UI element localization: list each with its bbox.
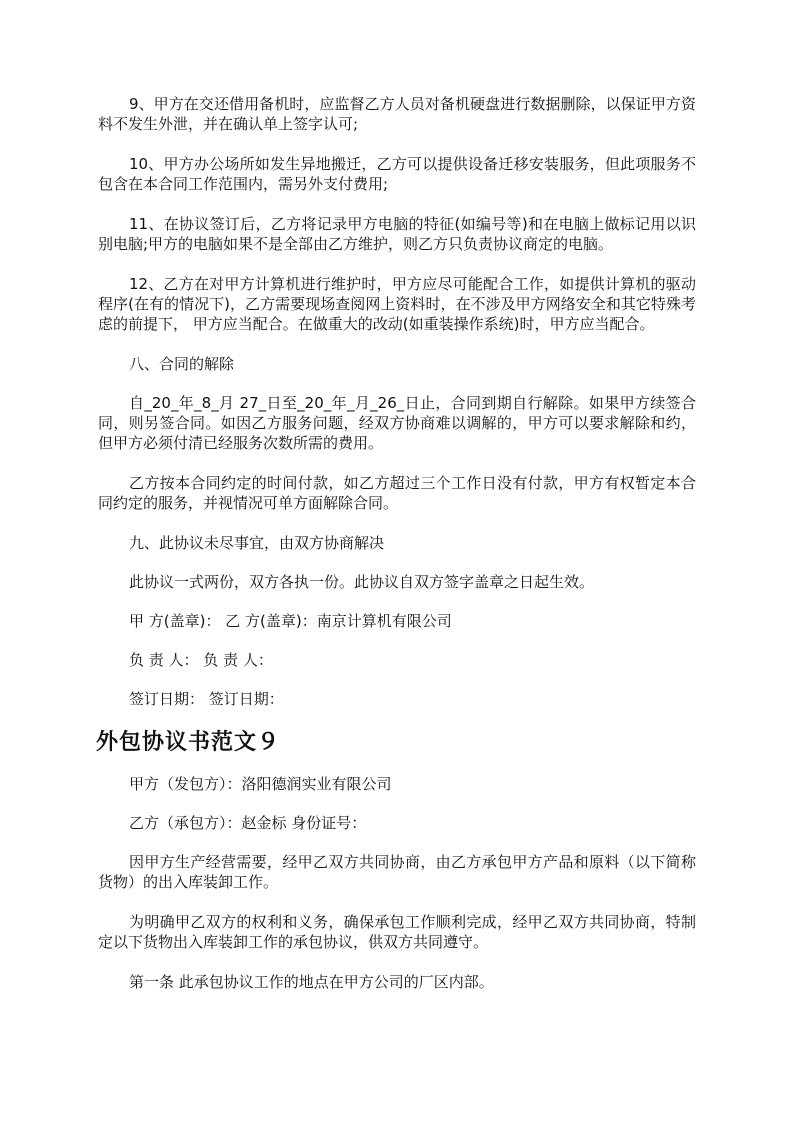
section-9-title: 九、此协议未尽事宜，由双方协商解决 — [129, 534, 385, 552]
clause-9: 9、甲方在交还借用备机时，应监督乙方人员对备机硬盘进行数据删除，以保证甲方资料不发生外泄，并在确认单上签字认可; — [98, 95, 696, 133]
party-b-line: 乙方（承包方）：赵金标 身份证号： — [129, 814, 367, 832]
termination-paragraph: 自_20_年_8_月 27_日至_20_年_月_26_日止，合同到期自行解除。如果甲方续签合同，则另签合同。如因乙方服务问题，经双方协商难以调解的，甲方可以要求解除和约，但甲方必须付清已经服务次数所需的费用。 — [98, 394, 696, 452]
agreement-paragraph: 为明确甲乙双方的权利和义务，确保承包工作顺利完成，经甲乙双方共同协商，特制定以下货物出入库装卸工作的承包协议，供双方共同遵守。 — [98, 913, 696, 951]
clause-11: 11、在协议签订后，乙方将记录甲方电脑的特征(如编号等)和在电脑上做标记用以识别电脑;甲方的电脑如果不是全部由乙方维护，则乙方只负责协议商定的电脑。 — [98, 215, 696, 253]
clause-10: 10、甲方办公场所如发生异地搬迁，乙方可以提供设备迁移安装服务，但此项服务不包含在本合同工作范围内，需另外支付费用; — [98, 155, 696, 193]
copies-paragraph: 此协议一式两份，双方各执一份。此协议自双方签字盖章之日起生效。 — [129, 573, 595, 591]
section-8-title: 八、合同的解除 — [129, 355, 235, 373]
party-a-line: 甲方（发包方）：洛阳德润实业有限公司 — [129, 775, 392, 793]
purpose-paragraph: 因甲方生产经营需要，经甲乙双方共同协商，由乙方承包甲方产品和原料（以下简称货物）的出入库装卸工作。 — [98, 853, 696, 891]
signing-date-line: 签订日期： 签订日期： — [129, 690, 284, 708]
party-seal-line: 甲 方(盖章)： 乙 方(盖章)：南京计算机有限公司 — [129, 612, 452, 630]
clause-12: 12、乙方在对甲方计算机进行维护时，甲方应尽可能配合工作，如提供计算机的驱动程序(在有的情况下)，乙方需要现场查阅网上资料时，在不涉及甲方网络安全和其它特殊考虑的前提下， 甲方应当配合。在做重大的改动(如重装操作系统)时，甲方应当配合。 — [98, 275, 696, 333]
section-heading: 外包协议书范文９ — [96, 729, 281, 755]
payment-paragraph: 乙方按本合同约定的时间付款，如乙方超过三个工作日没有付款，甲方有权暂定本合同约定的服务，并视情况可单方面解除合同。 — [98, 474, 696, 512]
responsible-person-line: 负 责 人： 负 责 人： — [129, 651, 273, 669]
article-1: 第一条 此承包协议工作的地点在甲方公司的厂区内部。 — [129, 973, 494, 991]
